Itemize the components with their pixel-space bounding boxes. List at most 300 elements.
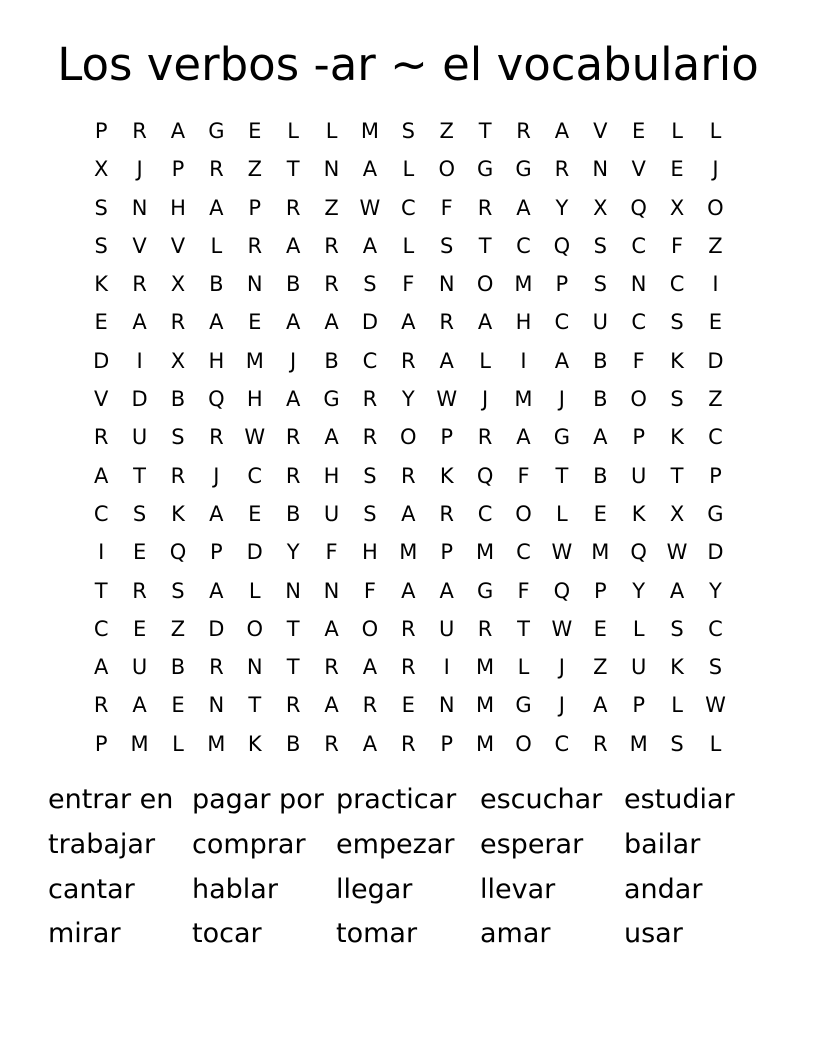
grid-letter[interactable]: J: [290, 348, 297, 373]
grid-letter[interactable]: N: [323, 157, 340, 182]
grid-letter[interactable]: S: [171, 578, 185, 603]
grid-letter[interactable]: R: [401, 655, 416, 680]
grid-letter[interactable]: J: [136, 157, 143, 182]
grid-letter[interactable]: K: [631, 501, 646, 526]
grid-letter[interactable]: M: [130, 731, 149, 756]
grid-letter[interactable]: U: [630, 655, 647, 680]
grid-letter[interactable]: A: [554, 348, 570, 373]
grid-letter[interactable]: Q: [553, 233, 571, 258]
grid-letter[interactable]: R: [477, 616, 493, 641]
grid-letter[interactable]: E: [94, 310, 108, 335]
word-list: [48, 778, 768, 957]
grid-letter[interactable]: C: [708, 616, 723, 641]
grid-letter[interactable]: W: [705, 693, 726, 718]
grid-letter[interactable]: M: [207, 731, 226, 756]
grid-letter[interactable]: N: [630, 272, 647, 297]
grid-letter[interactable]: Y: [632, 578, 646, 603]
grid-letter[interactable]: X: [669, 195, 685, 220]
grid-letter[interactable]: L: [210, 233, 223, 258]
grid-letter[interactable]: N: [323, 578, 340, 603]
grid-letter[interactable]: K: [670, 425, 684, 450]
grid-letter[interactable]: E: [670, 157, 684, 182]
grid-letter[interactable]: R: [170, 463, 186, 488]
grid-letter[interactable]: Q: [208, 387, 225, 412]
grid-letter[interactable]: T: [286, 616, 300, 641]
grid-letter[interactable]: A: [94, 463, 109, 488]
grid-letter[interactable]: M: [591, 540, 610, 565]
grid-letter[interactable]: Q: [476, 463, 494, 488]
grid-letter[interactable]: F: [402, 272, 415, 297]
grid-letter[interactable]: C: [93, 501, 109, 526]
grid-letter[interactable]: T: [94, 578, 108, 603]
grid-letter[interactable]: R: [209, 655, 224, 680]
grid-letter[interactable]: W: [244, 425, 266, 450]
grid-letter[interactable]: B: [209, 272, 224, 297]
grid-letter[interactable]: N: [246, 272, 263, 297]
grid-letter[interactable]: J: [558, 387, 565, 412]
grid-letter[interactable]: A: [94, 655, 109, 680]
grid-letter[interactable]: M: [476, 731, 495, 756]
grid-letter[interactable]: A: [362, 731, 378, 756]
grid-letter[interactable]: H: [362, 540, 378, 565]
grid-letter[interactable]: S: [593, 233, 607, 258]
grid-letter[interactable]: T: [286, 157, 300, 182]
grid-letter[interactable]: S: [363, 501, 377, 526]
grid-letter[interactable]: P: [632, 693, 645, 718]
grid-letter[interactable]: B: [170, 655, 186, 680]
word-list-item: llegar: [336, 873, 413, 905]
grid-letter[interactable]: Y: [401, 387, 415, 412]
grid-letter[interactable]: C: [554, 731, 570, 756]
grid-letter[interactable]: M: [629, 731, 648, 756]
grid-letter[interactable]: A: [669, 578, 685, 603]
grid-letter[interactable]: K: [670, 655, 684, 680]
grid-letter[interactable]: O: [630, 387, 647, 412]
grid-letter[interactable]: L: [517, 655, 530, 680]
grid-letter[interactable]: P: [593, 578, 607, 603]
grid-letter[interactable]: K: [171, 501, 185, 526]
grid-letter[interactable]: U: [439, 616, 455, 641]
grid-letter[interactable]: E: [132, 616, 147, 641]
grid-letter[interactable]: D: [707, 540, 724, 565]
grid-letter[interactable]: A: [324, 693, 339, 718]
grid-letter[interactable]: Y: [286, 540, 300, 565]
grid-letter[interactable]: F: [671, 233, 684, 258]
grid-letter[interactable]: A: [362, 233, 378, 258]
grid-letter[interactable]: Z: [324, 195, 339, 220]
grid-letter[interactable]: F: [517, 463, 530, 488]
grid-letter[interactable]: S: [401, 119, 415, 143]
word-list-item: hablar: [192, 873, 278, 905]
grid-letter[interactable]: E: [248, 501, 262, 526]
grid-letter[interactable]: Q: [630, 540, 647, 565]
grid-letter[interactable]: L: [556, 501, 568, 526]
grid-letter[interactable]: E: [171, 693, 185, 718]
grid-letter[interactable]: M: [360, 119, 379, 143]
grid-letter[interactable]: R: [477, 425, 493, 450]
grid-letter[interactable]: G: [553, 425, 571, 450]
grid-letter[interactable]: K: [670, 348, 684, 373]
grid-letter[interactable]: P: [555, 272, 569, 297]
grid-letter[interactable]: P: [94, 731, 108, 756]
grid-letter[interactable]: A: [516, 195, 531, 220]
grid-letter[interactable]: A: [209, 310, 224, 335]
grid-letter[interactable]: A: [439, 578, 454, 603]
grid-letter[interactable]: W: [666, 540, 688, 565]
grid-letter[interactable]: Y: [709, 578, 722, 603]
grid-letter[interactable]: P: [210, 540, 223, 565]
grid-letter[interactable]: Q: [553, 578, 571, 603]
grid-letter[interactable]: W: [436, 387, 458, 412]
grid-letter[interactable]: R: [516, 119, 531, 143]
grid-letter[interactable]: A: [132, 310, 147, 335]
grid-letter[interactable]: R: [401, 616, 416, 641]
grid-letter[interactable]: L: [402, 233, 415, 258]
grid-letter[interactable]: M: [399, 540, 418, 565]
grid-letter[interactable]: C: [631, 233, 646, 258]
grid-letter[interactable]: S: [670, 387, 684, 412]
grid-letter[interactable]: K: [439, 463, 454, 488]
grid-letter[interactable]: R: [592, 731, 608, 756]
grid-letter[interactable]: O: [707, 195, 724, 220]
grid-letter[interactable]: T: [555, 463, 569, 488]
grid-letter[interactable]: M: [514, 272, 533, 297]
grid-letter[interactable]: A: [401, 578, 416, 603]
grid-letter[interactable]: F: [363, 578, 376, 603]
grid-letter[interactable]: A: [324, 616, 339, 641]
grid-letter[interactable]: P: [440, 540, 454, 565]
word-list-item: andar: [624, 873, 703, 905]
grid-letter[interactable]: E: [593, 501, 607, 526]
grid-letter[interactable]: R: [170, 310, 186, 335]
grid-letter[interactable]: J: [213, 463, 220, 488]
grid-letter[interactable]: D: [93, 348, 110, 373]
grid-letter[interactable]: O: [476, 272, 494, 297]
grid-letter[interactable]: B: [593, 387, 608, 412]
grid-letter[interactable]: N: [208, 693, 225, 718]
grid-letter[interactable]: R: [477, 195, 493, 220]
grid-letter[interactable]: E: [248, 119, 262, 143]
grid-letter[interactable]: V: [631, 157, 646, 182]
grid-letter[interactable]: A: [132, 693, 147, 718]
grid-letter[interactable]: X: [170, 348, 186, 373]
grid-letter[interactable]: E: [248, 310, 262, 335]
grid-letter[interactable]: L: [709, 119, 722, 143]
grid-letter[interactable]: J: [558, 655, 565, 680]
grid-letter[interactable]: S: [132, 501, 147, 526]
grid-letter[interactable]: A: [285, 310, 301, 335]
grid-letter[interactable]: C: [708, 425, 723, 450]
grid-letter[interactable]: N: [131, 195, 148, 220]
grid-letter[interactable]: R: [93, 425, 109, 450]
grid-letter[interactable]: L: [248, 578, 261, 603]
grid-letter[interactable]: T: [517, 616, 530, 641]
grid-letter[interactable]: R: [401, 731, 416, 756]
grid-letter[interactable]: R: [362, 387, 378, 412]
grid-letter[interactable]: V: [170, 233, 186, 258]
grid-letter[interactable]: C: [93, 616, 109, 641]
grid-letter[interactable]: M: [514, 387, 533, 412]
grid-letter[interactable]: W: [359, 195, 381, 220]
grid-letter[interactable]: R: [209, 425, 224, 450]
grid-letter[interactable]: A: [324, 425, 339, 450]
grid-letter[interactable]: E: [632, 119, 646, 143]
grid-letter[interactable]: K: [247, 731, 262, 756]
grid-letter[interactable]: U: [131, 655, 148, 680]
grid-letter[interactable]: K: [94, 272, 109, 297]
grid-letter[interactable]: N: [285, 578, 301, 603]
grid-letter[interactable]: J: [712, 157, 719, 182]
grid-letter[interactable]: C: [247, 463, 263, 488]
grid-letter[interactable]: R: [132, 119, 147, 143]
letter-grid: [82, 112, 735, 763]
grid-letter[interactable]: S: [440, 233, 454, 258]
grid-letter[interactable]: R: [285, 693, 301, 718]
grid-letter[interactable]: Y: [555, 195, 569, 220]
grid-letter[interactable]: R: [324, 655, 339, 680]
page-title: Los verbos -ar ~ el vocabulario: [57, 38, 759, 91]
grid-letter[interactable]: C: [554, 310, 570, 335]
grid-letter[interactable]: B: [170, 387, 186, 412]
grid-letter[interactable]: G: [323, 387, 340, 412]
grid-letter[interactable]: A: [285, 387, 301, 412]
grid-letter[interactable]: A: [554, 119, 570, 143]
grid-letter[interactable]: R: [209, 157, 224, 182]
grid-letter[interactable]: I: [136, 348, 143, 373]
grid-letter[interactable]: R: [285, 195, 301, 220]
grid-letter[interactable]: R: [285, 425, 301, 450]
grid-letter[interactable]: N: [438, 693, 455, 718]
grid-letter[interactable]: A: [209, 195, 224, 220]
grid-letter[interactable]: O: [400, 425, 417, 450]
grid-letter[interactable]: R: [439, 501, 454, 526]
grid-letter[interactable]: D: [246, 540, 263, 565]
grid-letter[interactable]: V: [94, 387, 109, 412]
grid-letter[interactable]: A: [362, 655, 378, 680]
grid-letter[interactable]: B: [285, 501, 301, 526]
grid-letter[interactable]: R: [132, 578, 147, 603]
grid-letter[interactable]: R: [285, 463, 301, 488]
grid-letter[interactable]: T: [248, 693, 262, 718]
grid-letter[interactable]: O: [438, 157, 455, 182]
grid-letter[interactable]: O: [515, 501, 532, 526]
grid-letter[interactable]: R: [324, 233, 339, 258]
grid-letter[interactable]: T: [133, 463, 146, 488]
grid-letter[interactable]: H: [323, 463, 340, 488]
grid-letter[interactable]: J: [558, 693, 565, 718]
grid-letter[interactable]: H: [515, 310, 532, 335]
grid-letter[interactable]: Z: [593, 655, 608, 680]
grid-letter[interactable]: P: [94, 119, 108, 143]
grid-letter[interactable]: S: [94, 195, 108, 220]
grid-letter[interactable]: D: [361, 310, 379, 335]
grid-letter[interactable]: D: [131, 387, 148, 412]
grid-letter[interactable]: C: [631, 310, 646, 335]
grid-letter[interactable]: J: [482, 387, 489, 412]
grid-letter[interactable]: A: [401, 501, 416, 526]
grid-letter[interactable]: P: [248, 195, 262, 220]
grid-letter[interactable]: Z: [708, 387, 723, 412]
grid-letter[interactable]: Q: [169, 540, 187, 565]
grid-letter[interactable]: Z: [170, 616, 186, 641]
grid-letter[interactable]: Z: [439, 119, 454, 143]
grid-letter[interactable]: A: [209, 501, 224, 526]
grid-letter[interactable]: Z: [708, 233, 723, 258]
grid-letter[interactable]: N: [592, 157, 609, 182]
grid-letter[interactable]: I: [712, 272, 719, 297]
grid-letter[interactable]: B: [593, 463, 608, 488]
grid-letter[interactable]: G: [476, 578, 494, 603]
grid-letter[interactable]: L: [287, 119, 299, 143]
grid-letter[interactable]: E: [132, 540, 147, 565]
grid-letter[interactable]: R: [554, 157, 570, 182]
grid-letter[interactable]: C: [400, 195, 416, 220]
grid-letter[interactable]: M: [476, 655, 495, 680]
grid-letter[interactable]: L: [402, 157, 415, 182]
grid-letter[interactable]: P: [632, 425, 645, 450]
grid-letter[interactable]: T: [478, 119, 492, 143]
grid-letter[interactable]: D: [707, 348, 724, 373]
grid-letter[interactable]: E: [401, 693, 415, 718]
grid-letter[interactable]: U: [592, 310, 608, 335]
grid-letter[interactable]: C: [669, 272, 685, 297]
grid-letter[interactable]: M: [476, 540, 495, 565]
grid-letter[interactable]: R: [324, 731, 339, 756]
grid-letter[interactable]: S: [670, 731, 684, 756]
grid-letter[interactable]: S: [171, 425, 185, 450]
grid-letter[interactable]: S: [708, 655, 723, 680]
grid-letter[interactable]: L: [325, 119, 338, 143]
grid-letter[interactable]: C: [362, 348, 378, 373]
grid-letter[interactable]: R: [324, 272, 339, 297]
grid-letter[interactable]: A: [593, 693, 608, 718]
grid-letter[interactable]: A: [285, 233, 301, 258]
grid-letter[interactable]: A: [593, 425, 608, 450]
grid-letter[interactable]: U: [323, 501, 340, 526]
grid-letter[interactable]: B: [285, 272, 301, 297]
grid-letter[interactable]: F: [440, 195, 453, 220]
grid-letter[interactable]: A: [170, 119, 186, 143]
grid-letter[interactable]: L: [479, 348, 491, 373]
grid-letter[interactable]: G: [707, 501, 724, 526]
grid-letter[interactable]: O: [246, 616, 264, 641]
word-list-item: amar: [480, 918, 551, 950]
grid-letter[interactable]: B: [324, 348, 339, 373]
grid-letter[interactable]: V: [593, 119, 608, 143]
grid-letter[interactable]: P: [440, 731, 454, 756]
grid-letter[interactable]: O: [361, 616, 379, 641]
grid-letter[interactable]: G: [208, 119, 225, 143]
grid-letter[interactable]: C: [477, 501, 493, 526]
grid-letter[interactable]: P: [440, 425, 454, 450]
grid-letter[interactable]: L: [709, 731, 722, 756]
grid-letter[interactable]: L: [172, 731, 184, 756]
word-list-item: empezar: [336, 828, 455, 860]
grid-letter[interactable]: I: [98, 540, 105, 565]
grid-letter[interactable]: L: [671, 119, 683, 143]
word-list-item: bailar: [624, 828, 701, 860]
grid-letter[interactable]: P: [171, 157, 185, 182]
grid-letter[interactable]: R: [401, 463, 416, 488]
grid-letter[interactable]: R: [247, 233, 263, 258]
grid-letter[interactable]: E: [593, 616, 607, 641]
grid-letter[interactable]: C: [516, 540, 531, 565]
grid-letter[interactable]: T: [478, 233, 492, 258]
grid-letter[interactable]: F: [325, 540, 338, 565]
grid-letter[interactable]: F: [517, 578, 530, 603]
grid-letter[interactable]: H: [246, 387, 263, 412]
grid-letter[interactable]: L: [632, 616, 645, 641]
grid-letter[interactable]: U: [630, 463, 647, 488]
grid-letter[interactable]: T: [286, 655, 300, 680]
grid-letter[interactable]: R: [132, 272, 147, 297]
grid-letter[interactable]: F: [632, 348, 645, 373]
grid-letter[interactable]: L: [671, 693, 683, 718]
grid-letter[interactable]: I: [443, 655, 450, 680]
grid-letter[interactable]: H: [208, 348, 225, 373]
grid-letter[interactable]: S: [363, 463, 377, 488]
grid-letter[interactable]: S: [94, 233, 108, 258]
grid-letter[interactable]: X: [170, 272, 186, 297]
grid-letter[interactable]: A: [362, 157, 378, 182]
grid-letter[interactable]: X: [593, 195, 608, 220]
grid-letter[interactable]: G: [476, 157, 494, 182]
grid-letter[interactable]: A: [324, 310, 339, 335]
grid-letter[interactable]: R: [362, 693, 378, 718]
grid-letter[interactable]: T: [670, 463, 684, 488]
grid-letter[interactable]: A: [401, 310, 416, 335]
grid-letter[interactable]: R: [362, 425, 378, 450]
grid-letter[interactable]: X: [669, 501, 685, 526]
grid-letter[interactable]: G: [515, 157, 532, 182]
grid-letter[interactable]: S: [670, 616, 684, 641]
grid-letter[interactable]: A: [477, 310, 493, 335]
grid-letter[interactable]: P: [709, 463, 722, 488]
grid-letter[interactable]: S: [593, 272, 607, 297]
grid-letter[interactable]: Z: [247, 157, 262, 182]
grid-letter[interactable]: C: [516, 233, 531, 258]
grid-letter[interactable]: M: [245, 348, 264, 373]
grid-letter[interactable]: W: [551, 616, 573, 641]
word-list-item: practicar: [336, 784, 457, 815]
grid-letter[interactable]: G: [515, 693, 532, 718]
grid-letter[interactable]: H: [170, 195, 186, 220]
word-list-item: pagar por: [192, 784, 324, 815]
grid-letter[interactable]: N: [438, 272, 455, 297]
grid-letter[interactable]: Q: [630, 195, 647, 220]
grid-letter[interactable]: M: [476, 693, 495, 718]
grid-letter[interactable]: S: [670, 310, 684, 335]
grid-letter[interactable]: D: [208, 616, 225, 641]
grid-letter[interactable]: W: [551, 540, 573, 565]
grid-letter[interactable]: S: [363, 272, 377, 297]
grid-letter[interactable]: R: [93, 693, 109, 718]
grid-letter[interactable]: A: [439, 348, 454, 373]
grid-letter[interactable]: R: [439, 310, 454, 335]
grid-letter[interactable]: U: [131, 425, 148, 450]
grid-letter[interactable]: I: [520, 348, 527, 373]
grid-letter[interactable]: A: [516, 425, 531, 450]
grid-letter[interactable]: O: [515, 731, 532, 756]
grid-letter[interactable]: A: [209, 578, 224, 603]
grid-letter[interactable]: V: [132, 233, 147, 258]
grid-letter[interactable]: R: [401, 348, 416, 373]
grid-letter[interactable]: X: [94, 157, 109, 182]
grid-letter[interactable]: N: [246, 655, 263, 680]
grid-letter[interactable]: B: [593, 348, 608, 373]
grid-letter[interactable]: E: [708, 310, 723, 335]
grid-letter[interactable]: B: [285, 731, 301, 756]
